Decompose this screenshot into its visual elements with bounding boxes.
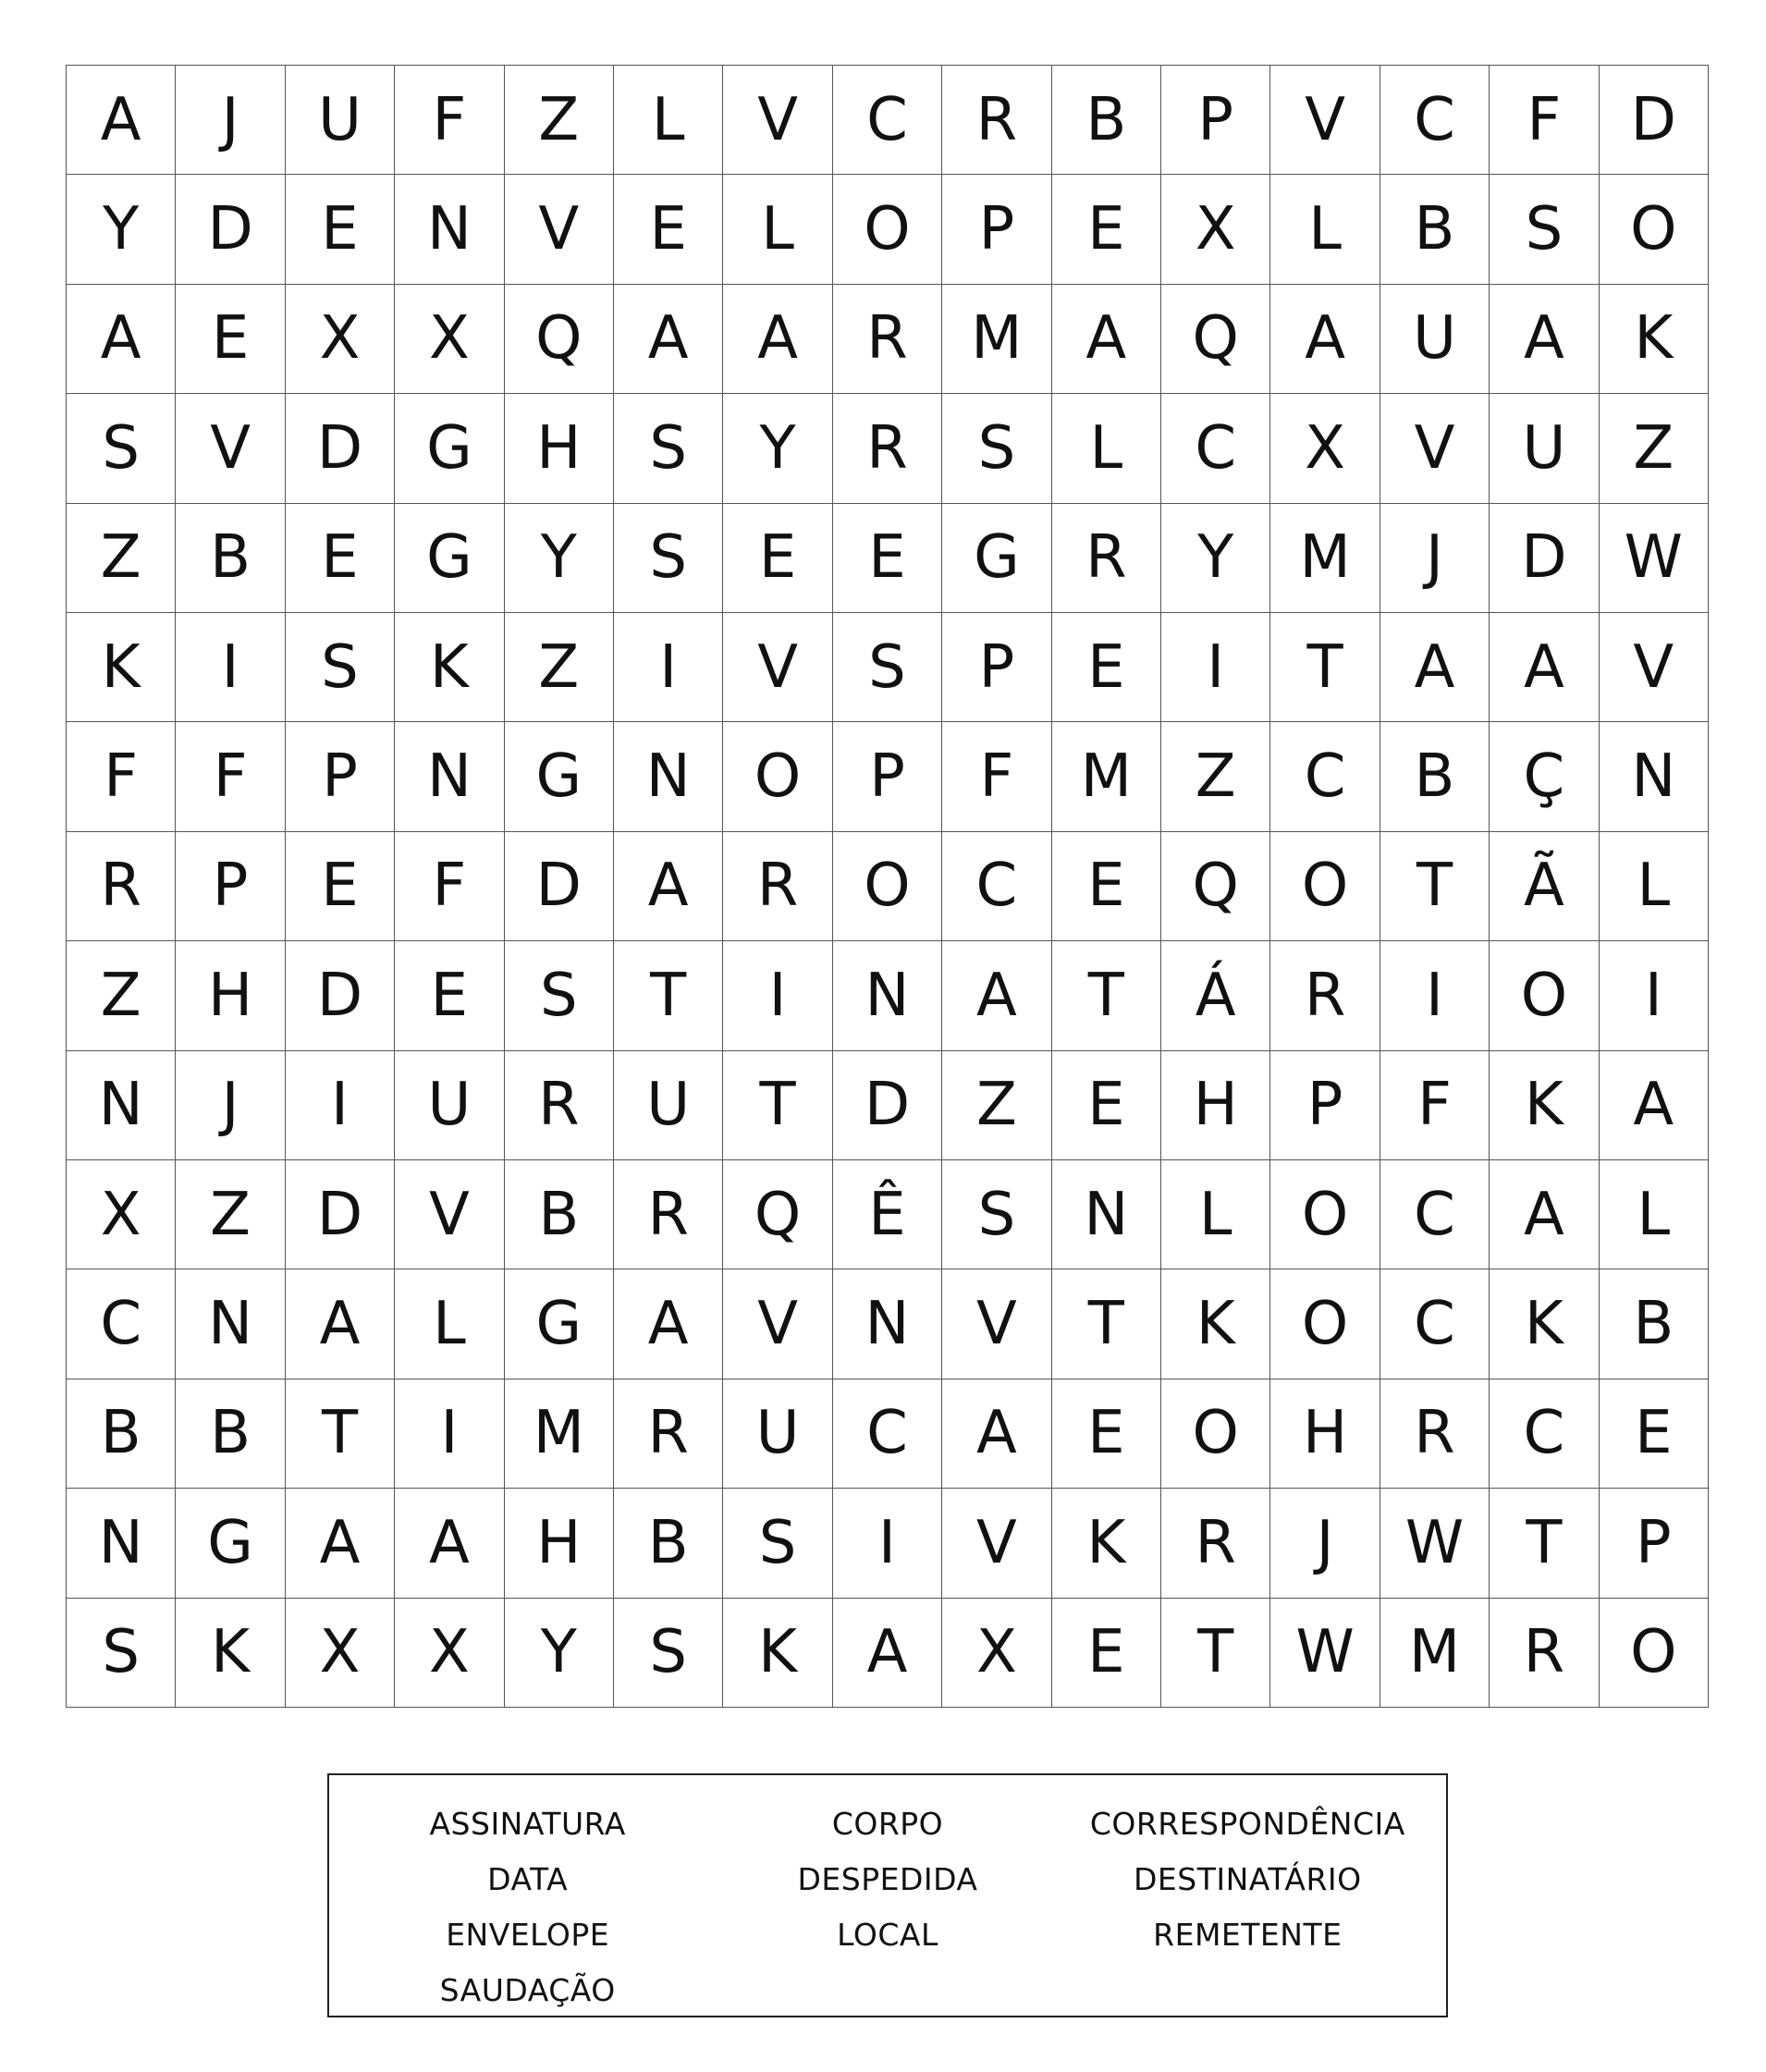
grid-cell[interactable]: O bbox=[1161, 1379, 1270, 1489]
grid-cell[interactable]: W bbox=[1600, 504, 1709, 613]
grid-cell[interactable]: N bbox=[67, 1489, 176, 1598]
grid-cell[interactable]: G bbox=[176, 1489, 285, 1598]
grid-cell[interactable]: Y bbox=[505, 1599, 614, 1708]
grid-cell[interactable]: H bbox=[505, 1489, 614, 1598]
grid-cell[interactable]: K bbox=[67, 613, 176, 722]
grid-cell[interactable]: J bbox=[176, 66, 285, 175]
grid-cell[interactable]: O bbox=[1270, 832, 1380, 941]
grid-cell[interactable]: C bbox=[1161, 394, 1270, 503]
grid-cell[interactable]: P bbox=[942, 175, 1051, 284]
grid-cell[interactable]: O bbox=[833, 175, 942, 284]
grid-cell[interactable]: V bbox=[1600, 613, 1709, 722]
grid-cell[interactable]: A bbox=[67, 66, 176, 175]
grid-cell[interactable]: V bbox=[1380, 394, 1490, 503]
grid-cell[interactable]: S bbox=[723, 1489, 832, 1598]
grid-cell[interactable]: C bbox=[1380, 1160, 1490, 1269]
grid-cell[interactable]: A bbox=[1600, 1051, 1709, 1160]
grid-cell[interactable]: N bbox=[395, 175, 504, 284]
grid-cell[interactable]: Y bbox=[723, 394, 832, 503]
grid-cell[interactable]: A bbox=[1270, 285, 1380, 394]
grid-cell[interactable]: R bbox=[1490, 1599, 1599, 1708]
grid-cell[interactable]: F bbox=[1380, 1051, 1490, 1160]
grid-cell[interactable]: V bbox=[176, 394, 285, 503]
grid-cell[interactable]: W bbox=[1270, 1599, 1380, 1708]
grid-cell[interactable]: B bbox=[1380, 722, 1490, 831]
grid-cell[interactable]: H bbox=[1161, 1051, 1270, 1160]
grid-cell[interactable]: S bbox=[614, 504, 723, 613]
grid-cell[interactable]: Q bbox=[505, 285, 614, 394]
grid-cell[interactable]: E bbox=[723, 504, 832, 613]
grid-cell[interactable]: T bbox=[614, 941, 723, 1050]
grid-cell[interactable]: E bbox=[1052, 832, 1161, 941]
grid-cell[interactable]: X bbox=[395, 285, 504, 394]
grid-cell[interactable]: M bbox=[505, 1379, 614, 1489]
grid-cell[interactable]: B bbox=[67, 1379, 176, 1489]
word-bank-item: DESPEDIDA bbox=[797, 1860, 978, 1897]
grid-cell[interactable]: E bbox=[286, 175, 395, 284]
grid-cell[interactable]: H bbox=[176, 941, 285, 1050]
word-bank-item: REMETENTE bbox=[1153, 1916, 1343, 1953]
grid-cell[interactable]: N bbox=[833, 941, 942, 1050]
grid-cell[interactable]: C bbox=[942, 832, 1051, 941]
grid-cell[interactable]: U bbox=[395, 1051, 504, 1160]
grid-cell[interactable]: V bbox=[723, 1269, 832, 1379]
grid-cell[interactable]: S bbox=[67, 394, 176, 503]
grid-cell[interactable]: N bbox=[1052, 1160, 1161, 1269]
grid-cell[interactable]: R bbox=[1270, 941, 1380, 1050]
grid-cell[interactable]: O bbox=[1270, 1160, 1380, 1269]
grid-cell[interactable]: T bbox=[723, 1051, 832, 1160]
grid-cell[interactable]: N bbox=[1600, 722, 1709, 831]
grid-cell[interactable]: K bbox=[723, 1599, 832, 1708]
grid-cell[interactable]: K bbox=[1161, 1269, 1270, 1379]
grid-cell[interactable]: O bbox=[833, 832, 942, 941]
grid-cell[interactable]: O bbox=[723, 722, 832, 831]
grid-cell[interactable]: N bbox=[67, 1051, 176, 1160]
grid-cell[interactable]: X bbox=[395, 1599, 504, 1708]
grid-cell[interactable]: U bbox=[286, 66, 395, 175]
grid-cell[interactable]: L bbox=[1600, 832, 1709, 941]
grid-cell[interactable]: D bbox=[505, 832, 614, 941]
grid-cell[interactable]: D bbox=[1600, 66, 1709, 175]
grid-cell[interactable]: K bbox=[1052, 1489, 1161, 1598]
grid-cell[interactable]: Ç bbox=[1490, 722, 1599, 831]
grid-cell[interactable]: E bbox=[614, 175, 723, 284]
grid-cell[interactable]: B bbox=[1600, 1269, 1709, 1379]
grid-cell[interactable]: M bbox=[942, 285, 1051, 394]
grid-cell[interactable]: C bbox=[1490, 1379, 1599, 1489]
word-search-grid bbox=[66, 65, 1709, 1708]
grid-cell[interactable]: T bbox=[1270, 613, 1380, 722]
grid-cell[interactable]: Y bbox=[1161, 504, 1270, 613]
grid-cell[interactable]: E bbox=[286, 832, 395, 941]
grid-cell[interactable]: T bbox=[1052, 941, 1161, 1050]
grid-cell[interactable]: N bbox=[833, 1269, 942, 1379]
grid-cell[interactable]: Ê bbox=[833, 1160, 942, 1269]
grid-cell[interactable]: U bbox=[1490, 394, 1599, 503]
grid-cell[interactable]: A bbox=[614, 1269, 723, 1379]
grid-cell[interactable]: S bbox=[1490, 175, 1599, 284]
grid-cell[interactable]: N bbox=[614, 722, 723, 831]
grid-cell[interactable]: G bbox=[942, 504, 1051, 613]
grid-cell[interactable]: B bbox=[176, 504, 285, 613]
grid-cell[interactable]: L bbox=[1161, 1160, 1270, 1269]
grid-cell[interactable]: E bbox=[395, 941, 504, 1050]
grid-cell[interactable]: V bbox=[723, 66, 832, 175]
grid-cell[interactable]: J bbox=[176, 1051, 285, 1160]
grid-cell[interactable]: R bbox=[67, 832, 176, 941]
word-bank-item: ASSINATURA bbox=[429, 1805, 626, 1842]
word-bank-item: LOCAL bbox=[837, 1916, 938, 1953]
grid-cell[interactable]: T bbox=[1490, 1489, 1599, 1598]
grid-cell[interactable]: A bbox=[1380, 613, 1490, 722]
grid-cell[interactable]: M bbox=[1380, 1599, 1490, 1708]
grid-cell[interactable]: A bbox=[833, 1599, 942, 1708]
grid-cell[interactable]: P bbox=[1600, 1489, 1709, 1598]
grid-cell[interactable]: A bbox=[614, 285, 723, 394]
grid-cell[interactable]: E bbox=[1052, 1599, 1161, 1708]
grid-cell[interactable]: R bbox=[723, 832, 832, 941]
grid-cell[interactable]: I bbox=[1380, 941, 1490, 1050]
grid-cell[interactable]: C bbox=[833, 1379, 942, 1489]
grid-cell[interactable]: R bbox=[1161, 1489, 1270, 1598]
grid-cell[interactable]: R bbox=[833, 285, 942, 394]
grid-cell[interactable]: T bbox=[1161, 1599, 1270, 1708]
grid-cell[interactable]: S bbox=[942, 394, 1051, 503]
grid-cell[interactable]: S bbox=[833, 613, 942, 722]
grid-cell[interactable]: A bbox=[67, 285, 176, 394]
grid-cell[interactable]: B bbox=[505, 1160, 614, 1269]
word-bank-item: DESTINATÁRIO bbox=[1134, 1860, 1362, 1897]
grid-cell[interactable]: X bbox=[1161, 175, 1270, 284]
grid-cell[interactable]: V bbox=[942, 1269, 1051, 1379]
grid-cell[interactable]: N bbox=[176, 1269, 285, 1379]
grid-cell[interactable]: K bbox=[1490, 1051, 1599, 1160]
grid-cell[interactable]: E bbox=[176, 285, 285, 394]
grid-cell[interactable]: I bbox=[614, 613, 723, 722]
grid-cell[interactable]: C bbox=[1270, 722, 1380, 831]
grid-cell[interactable]: R bbox=[1380, 1379, 1490, 1489]
grid-cell[interactable]: Á bbox=[1161, 941, 1270, 1050]
grid-cell[interactable]: B bbox=[1380, 175, 1490, 284]
grid-cell[interactable]: J bbox=[1380, 504, 1490, 613]
grid-cell[interactable]: G bbox=[395, 504, 504, 613]
grid-cell[interactable]: E bbox=[1052, 1379, 1161, 1489]
word-bank-item: ENVELOPE bbox=[446, 1916, 610, 1953]
grid-cell[interactable]: D bbox=[833, 1051, 942, 1160]
grid-cell[interactable]: T bbox=[286, 1379, 395, 1489]
grid-cell[interactable]: I bbox=[1161, 613, 1270, 722]
grid-cell[interactable]: F bbox=[176, 722, 285, 831]
grid-cell[interactable]: E bbox=[833, 504, 942, 613]
grid-cell[interactable]: G bbox=[505, 722, 614, 831]
word-bank-item: DATA bbox=[487, 1860, 569, 1897]
grid-cell[interactable]: A bbox=[1490, 1160, 1599, 1269]
grid-cell[interactable]: Z bbox=[505, 613, 614, 722]
grid-cell[interactable]: C bbox=[833, 66, 942, 175]
grid-cell[interactable]: G bbox=[395, 394, 504, 503]
grid-cell[interactable]: F bbox=[1490, 66, 1599, 175]
grid-cell[interactable]: X bbox=[1270, 394, 1380, 503]
grid-cell[interactable]: R bbox=[505, 1051, 614, 1160]
grid-cell[interactable]: K bbox=[176, 1599, 285, 1708]
grid-cell[interactable]: D bbox=[286, 941, 395, 1050]
grid-cell[interactable]: E bbox=[1600, 1379, 1709, 1489]
grid-cell[interactable]: S bbox=[942, 1160, 1051, 1269]
grid-cell[interactable]: E bbox=[286, 504, 395, 613]
word-bank-item: CORRESPONDÊNCIA bbox=[1089, 1805, 1405, 1842]
grid-cell[interactable]: V bbox=[395, 1160, 504, 1269]
grid-cell[interactable]: X bbox=[286, 285, 395, 394]
grid-cell[interactable]: L bbox=[1052, 394, 1161, 503]
grid-cell[interactable]: V bbox=[723, 613, 832, 722]
word-bank bbox=[327, 1773, 1448, 2017]
grid-cell[interactable]: P bbox=[176, 832, 285, 941]
grid-cell[interactable]: A bbox=[395, 1489, 504, 1598]
grid-cell[interactable]: X bbox=[942, 1599, 1051, 1708]
grid-cell[interactable]: F bbox=[395, 66, 504, 175]
grid-cell[interactable]: H bbox=[505, 394, 614, 503]
grid-cell[interactable]: Q bbox=[1161, 832, 1270, 941]
grid-cell[interactable]: B bbox=[614, 1489, 723, 1598]
grid-cell[interactable]: K bbox=[395, 613, 504, 722]
grid-cell[interactable]: D bbox=[286, 394, 395, 503]
grid-cell[interactable]: O bbox=[1270, 1269, 1380, 1379]
grid-cell[interactable]: Z bbox=[1161, 722, 1270, 831]
grid-cell[interactable]: W bbox=[1380, 1489, 1490, 1598]
grid-cell[interactable]: C bbox=[1380, 66, 1490, 175]
grid-cell[interactable]: Z bbox=[942, 1051, 1051, 1160]
grid-cell[interactable]: I bbox=[833, 1489, 942, 1598]
grid-cell[interactable]: I bbox=[395, 1379, 504, 1489]
grid-cell[interactable]: H bbox=[1270, 1379, 1380, 1489]
grid-cell[interactable]: C bbox=[1380, 1269, 1490, 1379]
grid-cell[interactable]: F bbox=[942, 722, 1051, 831]
grid-cell[interactable]: A bbox=[286, 1269, 395, 1379]
grid-cell[interactable]: V bbox=[505, 175, 614, 284]
grid-cell[interactable]: U bbox=[1380, 285, 1490, 394]
grid-cell[interactable]: F bbox=[395, 832, 504, 941]
grid-cell[interactable]: V bbox=[942, 1489, 1051, 1598]
word-bank-item: CORPO bbox=[831, 1805, 944, 1842]
grid-cell[interactable]: L bbox=[1600, 1160, 1709, 1269]
grid-cell[interactable]: P bbox=[1270, 1051, 1380, 1160]
grid-cell[interactable]: P bbox=[1161, 66, 1270, 175]
grid-cell[interactable]: F bbox=[67, 722, 176, 831]
grid-cell[interactable]: M bbox=[1052, 722, 1161, 831]
grid-cell[interactable]: A bbox=[614, 832, 723, 941]
grid-cell[interactable]: D bbox=[286, 1160, 395, 1269]
grid-cell[interactable]: L bbox=[614, 66, 723, 175]
grid-cell[interactable]: R bbox=[614, 1160, 723, 1269]
grid-cell[interactable]: I bbox=[723, 941, 832, 1050]
grid-cell[interactable]: A bbox=[942, 1379, 1051, 1489]
grid-cell[interactable]: I bbox=[176, 613, 285, 722]
grid-cell[interactable]: Y bbox=[505, 504, 614, 613]
grid-cell[interactable]: X bbox=[67, 1160, 176, 1269]
grid-cell[interactable]: K bbox=[1490, 1269, 1599, 1379]
grid-cell[interactable]: A bbox=[942, 941, 1051, 1050]
grid-cell[interactable]: T bbox=[1052, 1269, 1161, 1379]
grid-cell[interactable]: O bbox=[1490, 941, 1599, 1050]
grid-cell[interactable]: D bbox=[1490, 504, 1599, 613]
grid-cell[interactable]: L bbox=[723, 175, 832, 284]
word-bank-item: SAUDAÇÃO bbox=[439, 1971, 616, 2008]
grid-cell[interactable]: S bbox=[614, 394, 723, 503]
grid-cell[interactable]: G bbox=[505, 1269, 614, 1379]
grid-cell[interactable]: P bbox=[942, 613, 1051, 722]
grid-cell[interactable]: K bbox=[1600, 285, 1709, 394]
grid-cell[interactable]: Y bbox=[67, 175, 176, 284]
grid-cell[interactable]: C bbox=[67, 1269, 176, 1379]
grid-cell[interactable]: A bbox=[1052, 285, 1161, 394]
grid-cell[interactable]: N bbox=[395, 722, 504, 831]
grid-cell[interactable]: U bbox=[614, 1051, 723, 1160]
grid-cell[interactable]: S bbox=[614, 1599, 723, 1708]
grid-cell[interactable]: R bbox=[1052, 504, 1161, 613]
grid-cell[interactable]: R bbox=[614, 1379, 723, 1489]
grid-cell[interactable]: S bbox=[505, 941, 614, 1050]
grid-cell[interactable]: Q bbox=[1161, 285, 1270, 394]
grid-cell[interactable]: S bbox=[286, 613, 395, 722]
grid-cell[interactable]: J bbox=[1270, 1489, 1380, 1598]
grid-cell[interactable]: V bbox=[1270, 66, 1380, 175]
grid-cell[interactable]: A bbox=[1490, 285, 1599, 394]
grid-cell[interactable]: D bbox=[176, 175, 285, 284]
grid-cell[interactable]: E bbox=[1052, 175, 1161, 284]
grid-cell[interactable]: Z bbox=[67, 504, 176, 613]
grid-cell[interactable]: M bbox=[1270, 504, 1380, 613]
grid-cell[interactable]: X bbox=[286, 1599, 395, 1708]
grid-cell[interactable]: P bbox=[833, 722, 942, 831]
grid-cell[interactable]: Z bbox=[1600, 394, 1709, 503]
grid-cell[interactable]: Ã bbox=[1490, 832, 1599, 941]
grid-cell[interactable]: R bbox=[942, 66, 1051, 175]
grid-cell[interactable]: Z bbox=[505, 66, 614, 175]
grid-cell[interactable]: B bbox=[1052, 66, 1161, 175]
grid-cell[interactable]: O bbox=[1600, 175, 1709, 284]
grid-cell[interactable]: L bbox=[395, 1269, 504, 1379]
grid-cell[interactable]: T bbox=[1380, 832, 1490, 941]
grid-cell[interactable]: O bbox=[1600, 1599, 1709, 1708]
grid-cell[interactable]: Z bbox=[67, 941, 176, 1050]
grid-cell[interactable]: S bbox=[67, 1599, 176, 1708]
grid-cell[interactable]: A bbox=[1490, 613, 1599, 722]
grid-cell[interactable]: I bbox=[286, 1051, 395, 1160]
grid-cell[interactable]: L bbox=[1270, 175, 1380, 284]
grid-cell[interactable]: P bbox=[286, 722, 395, 831]
grid-cell[interactable]: U bbox=[723, 1379, 832, 1489]
grid-cell[interactable]: Z bbox=[176, 1160, 285, 1269]
grid-cell[interactable]: I bbox=[1600, 941, 1709, 1050]
grid-cell[interactable]: E bbox=[1052, 1051, 1161, 1160]
grid-cell[interactable]: B bbox=[176, 1379, 285, 1489]
grid-cell[interactable]: R bbox=[833, 394, 942, 503]
grid-cell[interactable]: E bbox=[1052, 613, 1161, 722]
grid-cell[interactable]: A bbox=[723, 285, 832, 394]
grid-cell[interactable]: A bbox=[286, 1489, 395, 1598]
grid-cell[interactable]: Q bbox=[723, 1160, 832, 1269]
